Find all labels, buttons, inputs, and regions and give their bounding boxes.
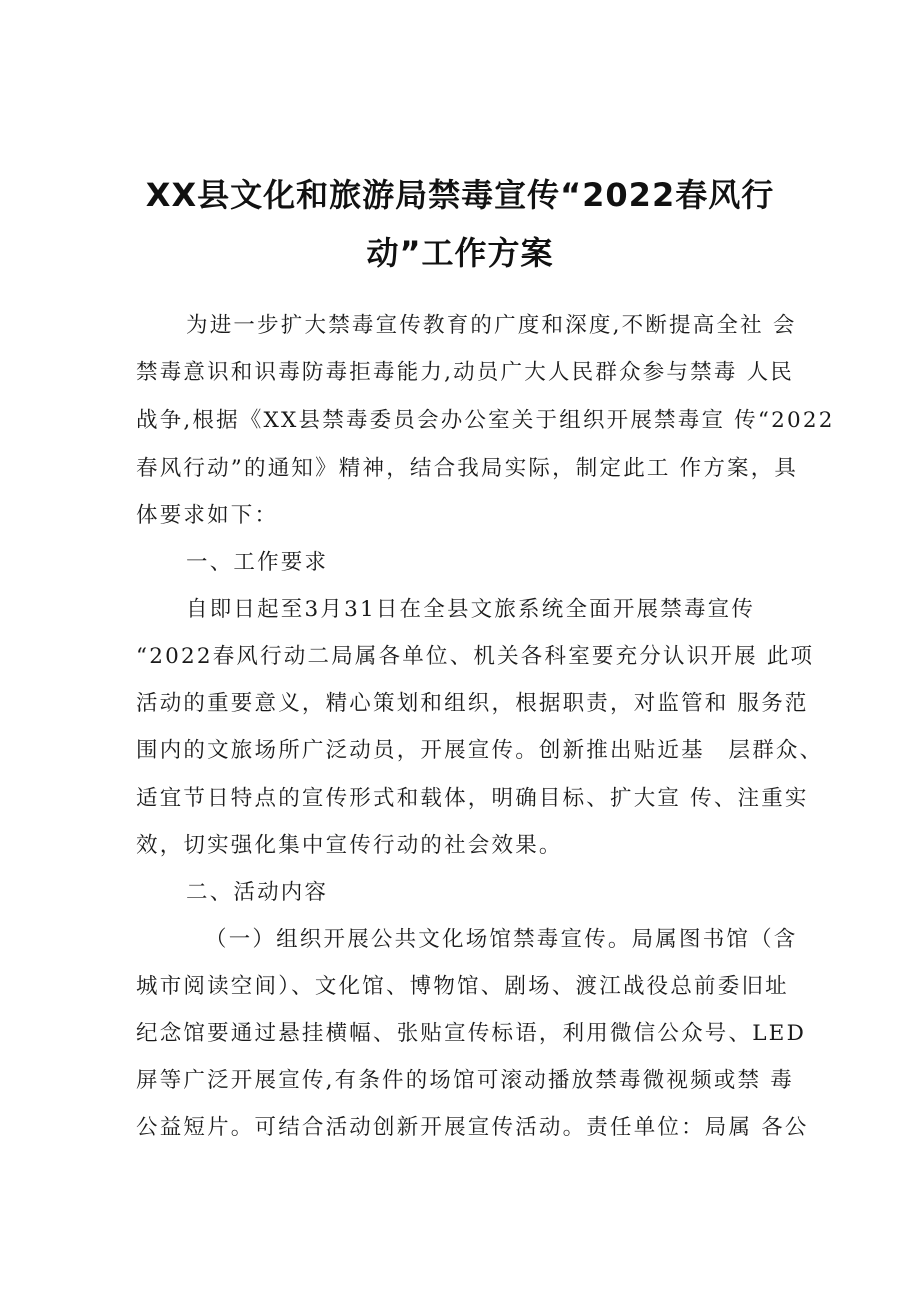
section-heading-2: 二、活动内容	[186, 880, 329, 905]
paragraph-requirements-line-4: 围内的文旅场所广泛动员，开展宣传。创新推出贴近基 层群众、	[136, 738, 824, 763]
paragraph-intro-line-3: 战争,根据《XX县禁毒委员会办公室关于组织开展禁毒宣 传“2022	[136, 408, 835, 433]
paragraph-activities-line-2: 城市阅读空间）、文化馆、博物馆、剧场、渡江战役总前委旧址	[136, 974, 789, 999]
paragraph-requirements-line-3: 活动的重要意义，精心策划和组织，根据职责，对监管和 服务范	[136, 691, 809, 716]
paragraph-requirements-line-1: 自即日起至3月31日在全县文旅系统全面开展禁毒宣传	[186, 597, 756, 622]
document-title-line-2: 动”工作方案	[366, 234, 554, 272]
paragraph-intro-line-4: 春风行动”的通知》精神，结合我局实际，制定此工 作方案，具	[136, 456, 799, 481]
paragraph-intro-line-1: 为进一步扩大禁毒宣传教育的广度和深度,不断提高全社 会	[186, 313, 797, 338]
paragraph-activities-line-3: 纪念馆要通过悬挂横幅、张贴宣传标语，利用微信公众号、LED	[136, 1021, 807, 1046]
section-heading-1: 一、工作要求	[186, 550, 329, 575]
paragraph-intro-line-5: 体要求如下：	[136, 503, 279, 528]
paragraph-intro-line-2: 禁毒意识和识毒防毒拒毒能力,动员广大人民群众参与禁毒 人民	[136, 360, 794, 385]
paragraph-activities-line-4: 屏等广泛开展宣传,有条件的场馆可滚动播放禁毒微视频或禁 毒	[136, 1068, 794, 1093]
paragraph-activities-line-1: （一）组织开展公共文化场馆禁毒宣传。局属图书馆（含	[205, 927, 798, 952]
document-title-line-1: XX县文化和旅游局禁毒宣传“2022春风行	[145, 176, 775, 214]
paragraph-requirements-line-5: 适宜节日特点的宣传形式和载体，明确目标、扩大宣 传、注重实	[136, 786, 809, 811]
paragraph-requirements-line-2: “2022春风行动二局属各单位、机关各科室要充分认识开展 此项	[136, 644, 815, 669]
paragraph-activities-line-5: 公益短片。可结合活动创新开展宣传活动。责任单位：局属 各公	[136, 1115, 809, 1140]
paragraph-requirements-line-6: 效，切实强化集中宣传行动的社会效果。	[136, 833, 563, 858]
